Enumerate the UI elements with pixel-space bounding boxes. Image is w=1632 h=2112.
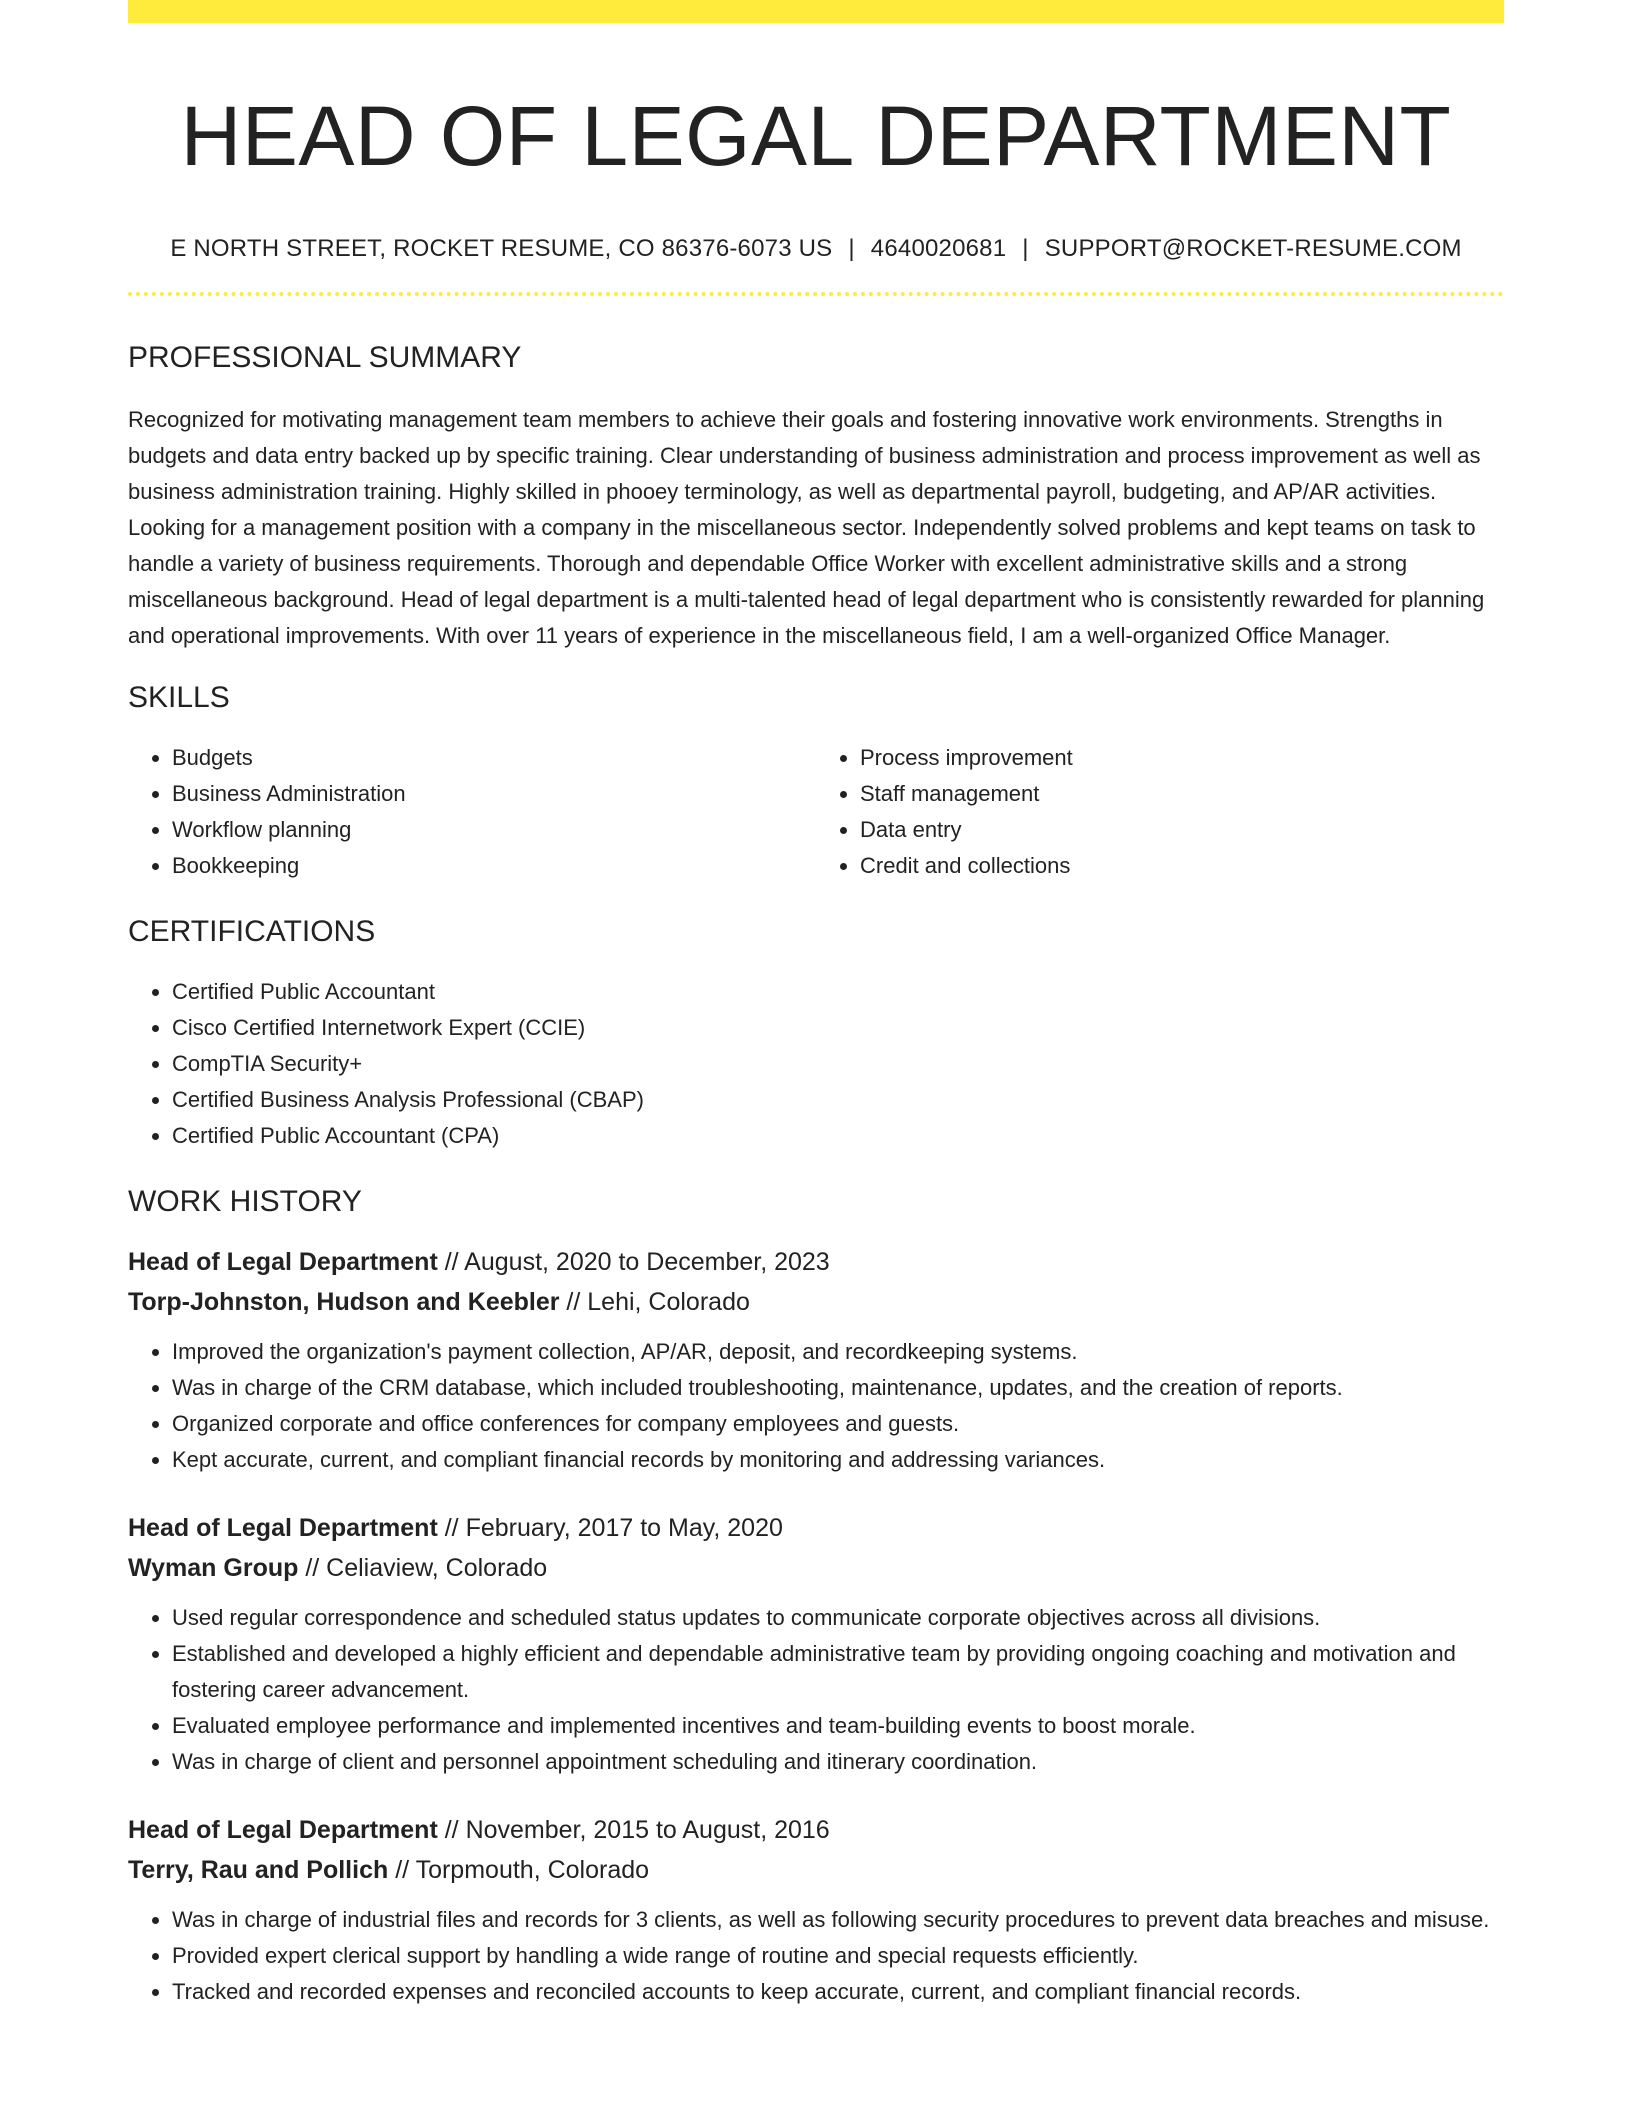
job-dates: // November, 2015 to August, 2016 bbox=[437, 1815, 830, 1844]
job-company: Wyman Group bbox=[128, 1553, 299, 1582]
job-dates: // August, 2020 to December, 2023 bbox=[437, 1247, 830, 1276]
skills-column-right bbox=[816, 740, 1504, 884]
contact-email: SUPPORT@ROCKET-RESUME.COM bbox=[1044, 234, 1462, 262]
job-role: Head of Legal Department bbox=[128, 1815, 438, 1844]
summary-text: Recognized for motivating management team members to achieve their goals and fostering innovative work environments. Strengths in budgets and data entry backed up by specific training. Clear understanding of business administration and process improvement as well as business administration training. Highly skilled in phooey terminology, as well as departmental payroll, budgeting, and AP/AR activities. Looking for a management position with a company in the miscellaneous sector. Independently solved problems and kept teams on task to handle a variety of business requirements. Thorough and dependable Office Worker with excellent administrative skills and a strong miscellaneous background. Head of legal department is a multi-talented head of legal department who is consistently rewarded for planning and operational improvements. With over 11 years of experience in the miscellaneous field, I am a well-organized Office Manager. bbox=[128, 406, 1485, 648]
job-role: Head of Legal Department bbox=[128, 1513, 438, 1542]
skill-item: • Staff management bbox=[860, 776, 1504, 812]
job-bullet: • Evaluated employee performance and implemented incentives and team-building events to boost morale. bbox=[172, 1708, 1504, 1744]
skill-item: • Bookkeeping bbox=[172, 848, 816, 884]
job-bullet: • Provided expert clerical support by handling a wide range of routine and special requests efficiently. bbox=[172, 1938, 1504, 1974]
contact-phone: 4640020681 bbox=[870, 234, 1007, 262]
job-title-line bbox=[128, 1810, 1504, 1850]
work-history-heading: WORK HISTORY bbox=[128, 1184, 362, 1218]
job-company-line bbox=[128, 1282, 1504, 1322]
skill-item: • Process improvement bbox=[860, 740, 1504, 776]
skill-item: • Budgets bbox=[172, 740, 816, 776]
job-bullets bbox=[128, 1902, 1504, 2010]
job-entry bbox=[128, 1810, 1504, 2010]
job-bullet: • Kept accurate, current, and compliant financial records by monitoring and addressing variances. bbox=[172, 1442, 1504, 1478]
job-role: Head of Legal Department bbox=[128, 1247, 438, 1276]
skills-heading: SKILLS bbox=[128, 680, 230, 714]
job-bullet: • Improved the organization's payment collection, AP/AR, deposit, and recordkeeping systems. bbox=[172, 1334, 1504, 1370]
job-company-line bbox=[128, 1548, 1504, 1588]
job-bullet: • Tracked and recorded expenses and reconciled accounts to keep accurate, current, and compliant financial records. bbox=[172, 1974, 1504, 2010]
job-entry bbox=[128, 1242, 1504, 1478]
header-divider bbox=[128, 292, 1504, 296]
accent-bar bbox=[128, 0, 1504, 23]
job-bullets bbox=[128, 1334, 1504, 1478]
certification-item: • Certified Public Accountant (CPA) bbox=[172, 1118, 1504, 1154]
job-title-line bbox=[128, 1242, 1504, 1282]
skill-item: • Credit and collections bbox=[860, 848, 1504, 884]
skill-item: • Workflow planning bbox=[172, 812, 816, 848]
certification-item: • CompTIA Security+ bbox=[172, 1046, 1504, 1082]
job-location: // Lehi, Colorado bbox=[559, 1287, 750, 1316]
resume-title: HEAD OF LEGAL DEPARTMENT bbox=[180, 89, 1452, 183]
job-bullet: • Was in charge of client and personnel appointment scheduling and itinerary coordination. bbox=[172, 1744, 1504, 1780]
contact-separator: | bbox=[848, 234, 855, 262]
resume-page bbox=[128, 0, 1504, 2010]
job-bullet: • Established and developed a highly efficient and dependable administrative team by providing ongoing coaching and motivation and fostering career advancement. bbox=[172, 1636, 1504, 1708]
certification-item: • Certified Public Accountant bbox=[172, 974, 1504, 1010]
skill-item: • Data entry bbox=[860, 812, 1504, 848]
job-company-line bbox=[128, 1850, 1504, 1890]
contact-line bbox=[128, 233, 1504, 264]
job-location: // Torpmouth, Colorado bbox=[388, 1855, 650, 1884]
skill-item: • Business Administration bbox=[172, 776, 816, 812]
certifications-list bbox=[128, 974, 1504, 1154]
skills-list bbox=[128, 740, 1504, 884]
certification-item: • Cisco Certified Internetwork Expert (CCIE) bbox=[172, 1010, 1504, 1046]
certification-item: • Certified Business Analysis Professional (CBAP) bbox=[172, 1082, 1504, 1118]
contact-address: E NORTH STREET, ROCKET RESUME, CO 86376-6073 US bbox=[170, 234, 833, 262]
skills-column-left bbox=[128, 740, 816, 884]
contact-separator: | bbox=[1022, 234, 1029, 262]
job-company: Terry, Rau and Pollich bbox=[128, 1855, 389, 1884]
job-bullet: • Was in charge of industrial files and records for 3 clients, as well as following security procedures to prevent data breaches and misuse. bbox=[172, 1902, 1504, 1938]
job-bullet: • Organized corporate and office conferences for company employees and guests. bbox=[172, 1406, 1504, 1442]
job-location: // Celiaview, Colorado bbox=[298, 1553, 548, 1582]
certifications-heading: CERTIFICATIONS bbox=[128, 914, 376, 948]
job-bullet: • Was in charge of the CRM database, which included troubleshooting, maintenance, updates, and the creation of reports. bbox=[172, 1370, 1504, 1406]
summary-heading: PROFESSIONAL SUMMARY bbox=[128, 340, 522, 374]
job-dates: // February, 2017 to May, 2020 bbox=[437, 1513, 783, 1542]
job-company: Torp-Johnston, Hudson and Keebler bbox=[128, 1287, 560, 1316]
job-title-line bbox=[128, 1508, 1504, 1548]
job-bullets bbox=[128, 1600, 1504, 1780]
job-bullet: • Used regular correspondence and scheduled status updates to communicate corporate objectives across all divisions. bbox=[172, 1600, 1504, 1636]
job-entry bbox=[128, 1508, 1504, 1780]
